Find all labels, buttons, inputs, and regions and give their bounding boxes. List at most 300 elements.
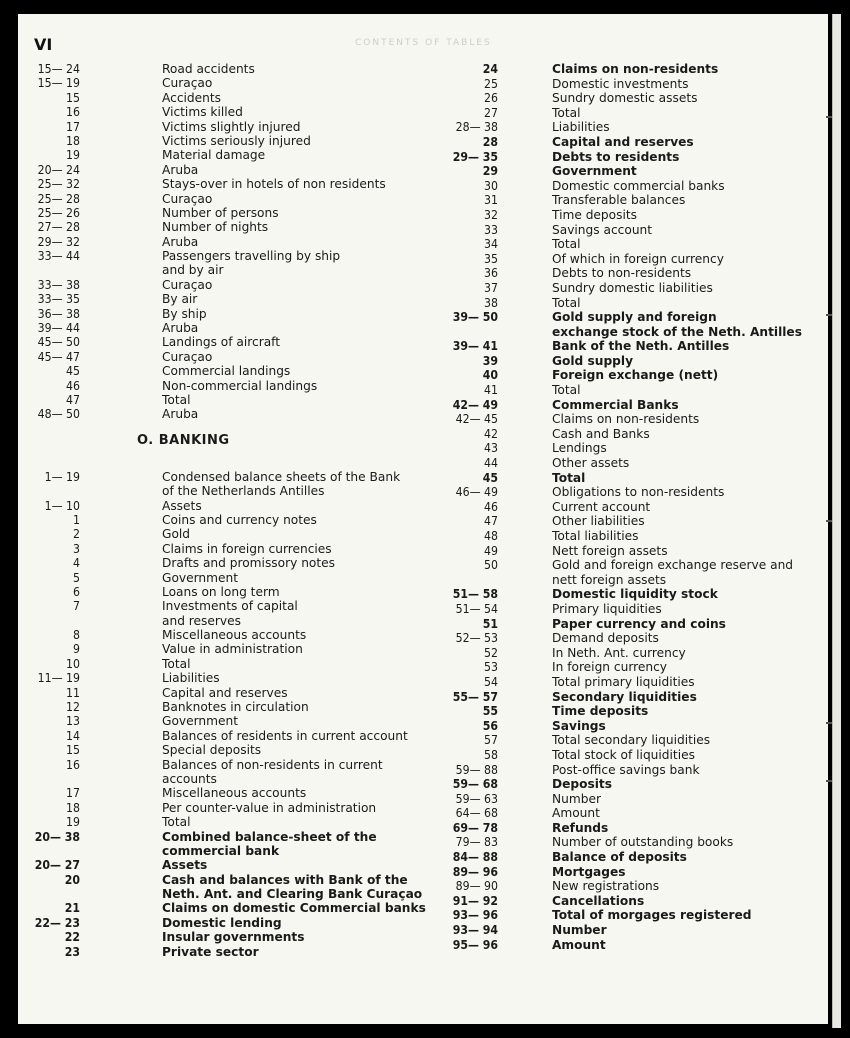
toc-entry <box>440 325 810 340</box>
entry-label: Sundry domestic assets <box>552 91 698 106</box>
toc-entry <box>24 686 414 700</box>
entry-label: Refunds <box>552 820 609 835</box>
toc-entry <box>24 192 414 206</box>
toc-entry <box>24 801 414 815</box>
table-number: 93— 96 <box>452 908 498 923</box>
table-number: 46 <box>66 378 80 393</box>
entry-label: Assets <box>162 858 208 873</box>
toc-entry <box>440 544 810 559</box>
entry-label: Nett foreign assets <box>552 543 668 558</box>
table-number: 20 <box>64 872 80 887</box>
section-heading <box>24 422 414 456</box>
entry-label: Insular governments <box>162 930 305 945</box>
toc-entry <box>24 292 414 306</box>
toc-entry <box>24 657 414 671</box>
entry-label: Total stock of liquidities <box>552 747 695 762</box>
entry-label: Savings <box>552 718 606 733</box>
toc-entry <box>440 529 810 544</box>
toc-entry <box>440 500 810 515</box>
table-number: 13 <box>66 714 80 729</box>
toc-entry <box>24 470 414 484</box>
table-number: 20— 38 <box>34 829 80 844</box>
entry-label: Private sector <box>162 944 259 959</box>
table-number: 48— 50 <box>37 407 80 422</box>
table-number: 39— 41 <box>452 339 498 354</box>
table-number: 91— 92 <box>452 893 498 908</box>
table-number: 64— 68 <box>455 806 498 821</box>
page-notch <box>826 780 832 782</box>
entry-label: Total <box>162 815 191 830</box>
toc-entry <box>440 602 810 617</box>
toc-entry <box>24 887 423 902</box>
toc-entry <box>440 748 810 763</box>
toc-entry <box>24 177 414 191</box>
table-number: 95— 96 <box>452 937 498 952</box>
table-number: 16 <box>66 757 80 772</box>
toc-entry <box>440 733 810 748</box>
table-number: 27— 28 <box>37 220 80 235</box>
entry-label: Foreign exchange (nett) <box>552 368 719 383</box>
toc-entry <box>24 729 414 743</box>
entry-label: and reserves <box>162 613 241 628</box>
entry-label: Total <box>552 237 581 252</box>
table-number: 3 <box>73 541 80 556</box>
table-number: 45 <box>482 470 498 485</box>
table-number: 33— 44 <box>37 249 80 264</box>
table-number: 19 <box>66 815 80 830</box>
entry-label: Obligations to non-residents <box>552 485 725 500</box>
toc-entry <box>440 704 810 719</box>
table-number: 53 <box>484 660 498 675</box>
table-number: 29— 32 <box>37 234 80 249</box>
table-number: 56 <box>482 718 498 733</box>
entry-label: Number of nights <box>162 220 269 235</box>
toc-entry <box>24 873 414 887</box>
toc-entry <box>24 916 414 930</box>
toc-entry <box>24 76 414 90</box>
table-number: 45— 50 <box>37 335 80 350</box>
entry-label: Curaçao <box>162 277 213 292</box>
toc-entry <box>440 164 810 179</box>
toc-entry <box>24 249 414 263</box>
toc-entry <box>440 339 810 354</box>
toc-entry <box>24 513 414 527</box>
table-number: 52 <box>484 645 498 660</box>
table-number: 33 <box>484 222 498 237</box>
entry-label: Of which in foreign currency <box>552 251 724 266</box>
page-notch <box>826 314 832 316</box>
table-number: 5 <box>73 570 80 585</box>
toc-entry <box>440 660 810 675</box>
table-number: 48 <box>484 529 498 543</box>
toc-entry <box>440 777 810 792</box>
entry-label: Gold <box>162 527 191 542</box>
toc-entry <box>24 743 414 757</box>
entry-label: Liabilities <box>552 120 610 135</box>
entry-label: Balance of deposits <box>552 850 687 865</box>
table-number: 14 <box>66 728 80 743</box>
table-number: 54 <box>484 674 498 689</box>
toc-entry <box>24 786 414 800</box>
table-number: 7 <box>73 599 80 614</box>
entry-label: Material damage <box>162 148 266 163</box>
toc-entry <box>24 307 414 321</box>
table-number: 47 <box>66 392 80 407</box>
table-number: 15 <box>66 90 80 105</box>
table-number: 2 <box>73 527 80 542</box>
entry-label: Capital and reserves <box>552 134 694 149</box>
entry-label: Investments of capital <box>162 599 298 614</box>
entry-label: Condensed balance sheets of the Bank <box>162 469 401 484</box>
toc-entry <box>24 278 414 292</box>
entry-label: Total <box>552 295 581 310</box>
toc-entry <box>440 675 810 690</box>
table-number: 57 <box>484 733 498 748</box>
toc-entry <box>440 471 810 486</box>
toc-entry <box>24 901 426 916</box>
entry-label: Commercial landings <box>162 364 291 379</box>
entry-label: Cash and balances with Bank of the <box>162 872 408 887</box>
table-number: 36— 38 <box>37 306 80 321</box>
table-number: 32 <box>484 207 498 222</box>
page-notch <box>826 116 832 118</box>
toc-entry <box>24 91 414 105</box>
table-number: 29 <box>482 164 498 179</box>
table-number: 33— 35 <box>37 292 80 307</box>
toc-entry <box>440 237 810 252</box>
table-number: 59— 88 <box>455 762 498 777</box>
entry-label: Number <box>552 923 607 938</box>
table-number: 24 <box>482 62 498 76</box>
toc-entry <box>24 772 414 786</box>
toc-entry <box>24 105 414 119</box>
table-number: 39— 50 <box>452 310 498 325</box>
entry-label: Miscellaneous accounts <box>162 786 307 801</box>
toc-entry <box>24 671 414 685</box>
entry-label: Banknotes in circulation <box>162 700 309 715</box>
entry-label: Paper currency and coins <box>552 616 726 631</box>
toc-entry <box>440 412 810 427</box>
table-number: 31 <box>484 193 498 208</box>
entry-label: Government <box>162 714 239 729</box>
entry-label: Number <box>552 791 601 806</box>
table-number: 51 <box>482 616 498 631</box>
table-number: 1 <box>73 512 80 527</box>
entry-label: Assets <box>162 498 202 513</box>
toc-entry <box>440 427 810 442</box>
toc-entry <box>24 614 414 628</box>
entry-label: Government <box>162 570 239 585</box>
page-edge <box>832 14 841 1028</box>
toc-entry <box>24 364 414 378</box>
table-number: 21 <box>64 901 80 916</box>
entry-label: Balances of residents in current account <box>162 728 408 743</box>
table-number: 35 <box>484 251 498 266</box>
entry-label: Miscellaneous accounts <box>162 628 307 643</box>
entry-label: By air <box>162 292 198 307</box>
toc-entry <box>24 484 414 498</box>
table-number: 30 <box>484 178 498 193</box>
table-number: 42 <box>484 426 498 441</box>
toc-entry <box>440 558 810 573</box>
entry-label: Claims on non-residents <box>552 412 700 427</box>
table-number: 25 <box>484 76 498 91</box>
entry-label: of the Netherlands Antilles <box>162 484 325 499</box>
table-number: 20— 27 <box>34 858 80 873</box>
entry-label: nett foreign assets <box>552 572 667 587</box>
toc-entry <box>440 179 810 194</box>
entry-label: Number of persons <box>162 205 279 220</box>
table-number: 28 <box>482 134 498 149</box>
toc-entry <box>24 700 414 714</box>
table-number: 1— 10 <box>44 498 80 513</box>
toc-entry <box>440 573 810 588</box>
entry-label: Current account <box>552 499 651 514</box>
toc-entry <box>24 321 414 335</box>
entry-label: In foreign currency <box>552 660 668 675</box>
entry-label: Capital and reserves <box>162 685 288 700</box>
toc-entry <box>440 281 810 296</box>
entry-label: Other assets <box>552 456 630 471</box>
entry-label: Domestic commercial banks <box>552 178 725 193</box>
entry-label: Claims in foreign currencies <box>162 541 332 556</box>
toc-entry <box>24 585 414 599</box>
entry-label: Aruba <box>162 162 199 177</box>
table-number: 46— 49 <box>455 485 498 500</box>
toc-entry <box>440 223 810 238</box>
table-number: 84— 88 <box>452 850 498 865</box>
entry-label: Time deposits <box>552 207 637 222</box>
table-number: 50 <box>484 558 498 573</box>
entry-label: exchange stock of the Neth. Antilles <box>552 324 802 339</box>
entry-label: In Neth. Ant. currency <box>552 645 686 660</box>
entry-label: Total primary liquidities <box>552 674 695 689</box>
entry-label: Time deposits <box>552 704 649 719</box>
toc-entry <box>24 407 414 421</box>
toc-entry <box>24 830 414 844</box>
toc-entry <box>440 923 810 938</box>
table-number: 42— 45 <box>455 412 498 427</box>
table-number: 16 <box>66 105 80 120</box>
toc-entry <box>440 354 810 369</box>
toc-entry <box>440 368 810 383</box>
page-notch <box>826 520 832 522</box>
toc-entry <box>440 806 810 821</box>
entry-label: Secondary liquidities <box>552 689 697 704</box>
toc-entry <box>24 628 414 642</box>
toc-entry <box>440 485 810 500</box>
table-number: 15— 19 <box>37 76 80 91</box>
table-number: 93— 94 <box>452 923 498 938</box>
table-number: 28— 38 <box>455 120 498 135</box>
toc-entry <box>24 220 414 234</box>
entry-label: Stays-over in hotels of non residents <box>162 177 386 192</box>
toc-entry <box>440 252 810 267</box>
table-number: 8 <box>73 628 80 643</box>
toc-entry <box>24 235 414 249</box>
table-number: 45 <box>66 364 80 379</box>
entry-label: Bank of the Neth. Antilles <box>552 339 730 354</box>
table-number: 51— 58 <box>452 587 498 602</box>
toc-entry <box>24 393 414 407</box>
entry-label: Savings account <box>552 222 653 237</box>
entry-label: Gold supply and foreign <box>552 310 717 325</box>
table-number: 55 <box>482 704 498 719</box>
table-number: 15 <box>66 743 80 758</box>
entry-label: Coins and currency notes <box>162 512 317 527</box>
toc-entry <box>440 865 810 880</box>
table-number: 11 <box>66 685 80 700</box>
entry-label: Total <box>162 392 191 407</box>
table-number: 25— 28 <box>37 191 80 206</box>
toc-entry <box>24 499 414 513</box>
entry-label: Curaçao <box>162 349 213 364</box>
toc-entry <box>24 571 414 585</box>
table-number: 40 <box>482 368 498 383</box>
entry-label: Gold supply <box>552 353 634 368</box>
entry-label: Total <box>552 105 581 120</box>
toc-entry <box>440 135 810 150</box>
toc-entry <box>24 858 414 872</box>
entry-label: New registrations <box>552 879 660 894</box>
toc-entry <box>440 821 810 836</box>
table-number: 17 <box>66 119 80 134</box>
entry-label: Special deposits <box>162 743 262 758</box>
toc-entry <box>440 617 810 632</box>
table-number: 89— 96 <box>452 864 498 879</box>
toc-entry <box>440 938 810 953</box>
toc-entry <box>24 379 414 393</box>
toc-entry <box>440 383 810 398</box>
entry-label: Value in administration <box>162 642 303 657</box>
toc-entry <box>24 945 414 959</box>
entry-label: Number of outstanding books <box>552 835 734 850</box>
toc-entry <box>440 631 810 646</box>
table-number: 58 <box>484 747 498 762</box>
toc-entry <box>24 844 414 858</box>
entry-label: Total <box>552 383 581 398</box>
table-number: 18 <box>66 800 80 815</box>
table-number: 17 <box>66 786 80 801</box>
toc-entry <box>24 542 414 556</box>
toc-entry <box>440 398 810 413</box>
toc-entry <box>440 763 810 778</box>
table-number: 43 <box>484 441 498 456</box>
entry-label: Victims killed <box>162 105 243 120</box>
entry-label: Claims on non-residents <box>552 62 719 76</box>
table-number: 1— 19 <box>44 469 80 484</box>
running-head: CONTENTS OF TABLES <box>355 38 492 48</box>
table-number: 59— 63 <box>455 791 498 806</box>
table-number: 22— 23 <box>34 915 80 930</box>
toc-entry <box>440 894 810 909</box>
entry-label: Other liabilities <box>552 514 645 529</box>
entry-label: Neth. Ant. and Clearing Bank Curaçao <box>162 887 423 902</box>
entry-label: Victims seriously injured <box>162 133 311 148</box>
toc-entry <box>24 62 414 76</box>
toc-entry <box>440 208 810 223</box>
toc-entry <box>440 456 810 471</box>
table-number: 89— 90 <box>455 879 498 894</box>
table-number: 69— 78 <box>452 820 498 835</box>
table-number: 12 <box>66 700 80 715</box>
entry-label: commercial bank <box>162 843 280 858</box>
entry-label: Curaçao <box>162 76 213 91</box>
toc-entry <box>24 148 414 162</box>
entry-label: Cash and Banks <box>552 426 650 441</box>
table-number: 29— 35 <box>452 149 498 164</box>
table-number: 39— 44 <box>37 321 80 336</box>
table-number: 39 <box>482 353 498 368</box>
table-number: 25— 26 <box>37 205 80 220</box>
entry-label: Primary liquidities <box>552 601 662 616</box>
toc-entry <box>440 62 810 77</box>
toc-entry <box>440 91 810 106</box>
entry-label: Amount <box>552 806 600 821</box>
entry-label: Mortgages <box>552 864 626 879</box>
entry-label: Loans on long term <box>162 584 280 599</box>
entry-label: accounts <box>162 771 217 786</box>
toc-entry <box>24 134 414 148</box>
table-number: 47 <box>484 514 498 529</box>
entry-label: Transferable balances <box>552 193 686 208</box>
table-number: 25— 32 <box>37 177 80 192</box>
toc-entry <box>440 879 810 894</box>
entry-label: Total <box>552 470 586 485</box>
entry-label: Aruba <box>162 407 199 422</box>
toc-entry <box>24 758 414 772</box>
toc-entry <box>24 527 414 541</box>
toc-entry <box>24 163 414 177</box>
toc-entry <box>24 815 414 829</box>
toc-entry <box>440 266 810 281</box>
toc-entry <box>440 193 810 208</box>
toc-entry <box>440 120 810 135</box>
toc-entry <box>24 263 414 277</box>
toc-entry <box>24 556 414 570</box>
table-number: 46 <box>484 499 498 514</box>
entry-label: Lendings <box>552 441 607 456</box>
entry-label: Total secondary liquidities <box>552 733 711 748</box>
entry-label: Liabilities <box>162 671 220 686</box>
entry-label: Victims slightly injured <box>162 119 301 134</box>
toc-entry <box>440 77 810 92</box>
toc-entry <box>24 335 414 349</box>
entry-label: Domestic lending <box>162 915 282 930</box>
entry-label: Domestic investments <box>552 76 689 91</box>
table-number: 52— 53 <box>455 631 498 646</box>
table-number: 45— 47 <box>37 349 80 364</box>
table-number: 9 <box>73 642 80 657</box>
table-number: 23 <box>64 944 80 959</box>
toc-entry <box>24 120 414 134</box>
entry-label: Demand deposits <box>552 631 659 646</box>
entry-label: Accidents <box>162 90 221 105</box>
table-number: 26 <box>484 91 498 106</box>
table-number: 4 <box>73 556 80 571</box>
table-number: 11— 19 <box>37 671 80 686</box>
entry-label: Government <box>552 164 637 179</box>
table-number: 27 <box>484 105 498 120</box>
table-number: 20— 24 <box>37 162 80 177</box>
table-number: 15— 24 <box>37 62 80 76</box>
table-number: 44 <box>484 456 498 471</box>
toc-entry <box>440 296 810 311</box>
toc-entry <box>440 441 810 456</box>
table-number: 41 <box>484 383 498 398</box>
entry-label: Domestic liquidity stock <box>552 587 718 602</box>
toc-entry <box>440 106 810 121</box>
